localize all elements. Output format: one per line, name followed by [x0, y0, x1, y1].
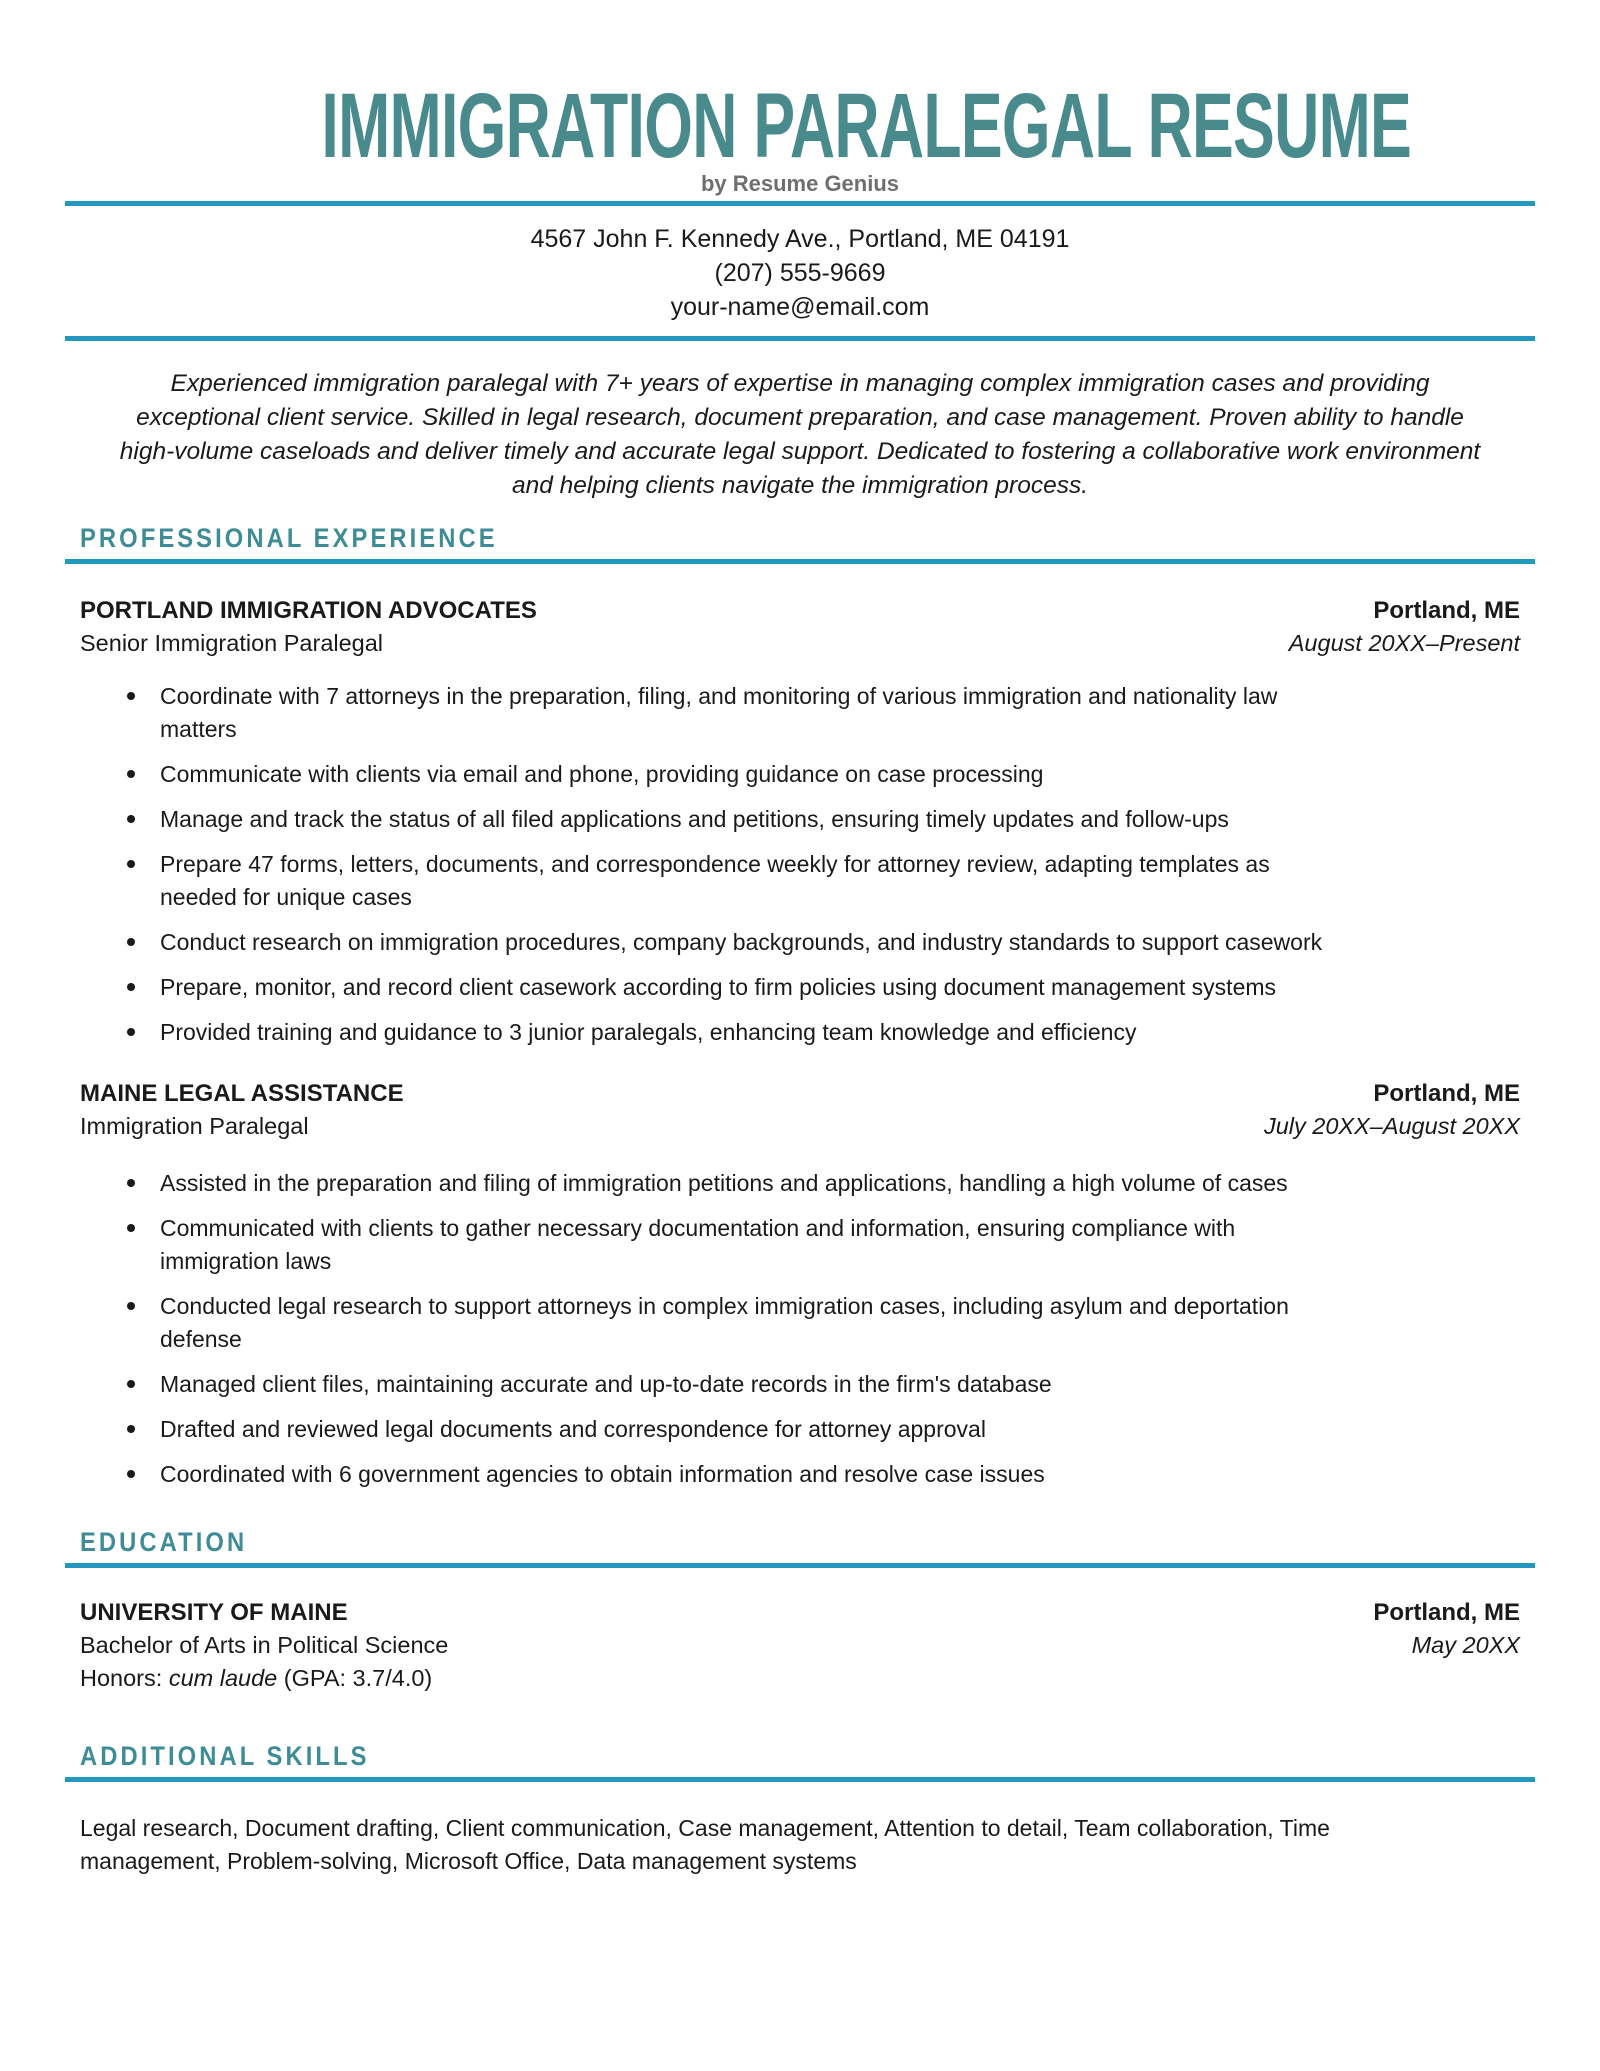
bullet-item: Conduct research on immigration procedures, company backgrounds, and industry standards to support casework	[80, 926, 1335, 959]
honors-prefix: Honors:	[80, 1664, 169, 1691]
bullet-item: Manage and track the status of all filed applications and petitions, ensuring timely updates and follow-ups	[80, 803, 1335, 836]
education-divider	[65, 1563, 1535, 1568]
contact-address: 4567 John F. Kennedy Ave., Portland, ME 04191	[530, 224, 1070, 253]
skills-list: Legal research, Document drafting, Client communication, Case management, Attention to detail, Team collaboration, Time management, Problem-solving, Microsoft Office, Data management systems	[80, 1814, 1330, 1874]
section-heading-education	[65, 1525, 1535, 1559]
bullet-item: Coordinated with 6 government agencies to obtain information and resolve case issues	[80, 1458, 1335, 1491]
education-date: May 20XX	[1411, 1631, 1520, 1658]
bullet-item: Coordinate with 7 attorneys in the preparation, filing, and monitoring of various immigration and nationality law matters	[80, 680, 1335, 746]
experience-divider	[65, 559, 1535, 564]
bullet-item: Assisted in the preparation and filing of immigration petitions and applications, handling a high volume of cases	[80, 1167, 1335, 1200]
job1-dates: August 20XX–Present	[1288, 629, 1520, 656]
header-divider	[65, 201, 1535, 206]
job2-company: MAINE LEGAL ASSISTANCE	[80, 1079, 404, 1107]
section-heading-skills-text: ADDITIONAL SKILLS	[80, 1740, 370, 1771]
job-header-1	[80, 594, 1520, 660]
skills-divider	[65, 1777, 1535, 1782]
education-honors	[80, 1662, 432, 1695]
experience-section	[65, 594, 1535, 1491]
page-title-text: IMMIGRATION PARALEGAL RESUME	[321, 75, 1412, 177]
job1-company: PORTLAND IMMIGRATION ADVOCATES	[80, 596, 537, 624]
contact-block	[65, 222, 1535, 324]
honors-latin: cum laude	[168, 1664, 278, 1691]
section-heading-experience-text: PROFESSIONAL EXPERIENCE	[80, 522, 498, 553]
contact-email: your-name@email.com	[670, 292, 930, 321]
bullet-item: Prepare, monitor, and record client casework according to firm policies using document management systems	[80, 971, 1335, 1004]
job1-bullet-list	[80, 680, 1520, 1049]
job1-location: Portland, ME	[1373, 596, 1520, 624]
education-school: UNIVERSITY OF MAINE	[80, 1598, 348, 1626]
job-header-2	[80, 1077, 1520, 1143]
contact-divider	[65, 336, 1535, 341]
education-section	[65, 1596, 1535, 1695]
bullet-item: Prepare 47 forms, letters, documents, and correspondence weekly for attorney review, adapting templates as needed for unique cases	[80, 848, 1335, 914]
summary-paragraph: Experienced immigration paralegal with 7+ years of expertise in managing complex immigration cases and providing exceptional client service. Skilled in legal research, document preparation, and case management. Proven ability to handle high-volume caseloads and deliver timely and accurate legal support. Dedicated to fostering a collaborative work environment and helping clients navigate the immigration process.	[119, 369, 1481, 499]
bullet-item: Provided training and guidance to 3 junior paralegals, enhancing team knowledge and efficiency	[80, 1016, 1335, 1049]
contact-phone: (207) 555-9669	[714, 258, 886, 287]
job1-title: Senior Immigration Paralegal	[80, 629, 384, 656]
job2-location: Portland, ME	[1373, 1079, 1520, 1107]
byline: by Resume Genius	[700, 170, 900, 196]
education-location: Portland, ME	[1373, 1598, 1520, 1626]
bullet-item: Drafted and reviewed legal documents and correspondence for attorney approval	[80, 1413, 1335, 1446]
job2-bullet-list	[80, 1167, 1520, 1491]
bullet-item: Communicated with clients to gather necessary documentation and information, ensuring compliance with immigration laws	[80, 1212, 1335, 1278]
section-heading-skills	[65, 1739, 1535, 1773]
honors-gpa: (GPA: 3.7/4.0)	[277, 1664, 433, 1691]
education-degree: Bachelor of Arts in Political Science	[80, 1631, 449, 1658]
job2-dates: July 20XX–August 20XX	[1263, 1112, 1520, 1139]
bullet-item: Managed client files, maintaining accurate and up-to-date records in the firm's database	[80, 1368, 1335, 1401]
section-heading-education-text: EDUCATION	[80, 1526, 248, 1557]
page-title	[65, 75, 1535, 177]
job2-title: Immigration Paralegal	[80, 1112, 309, 1139]
bullet-item: Conducted legal research to support attorneys in complex immigration cases, including asylum and deportation defense	[80, 1290, 1335, 1356]
section-heading-experience	[65, 521, 1535, 555]
bullet-item: Communicate with clients via email and phone, providing guidance on case processing	[80, 758, 1335, 791]
